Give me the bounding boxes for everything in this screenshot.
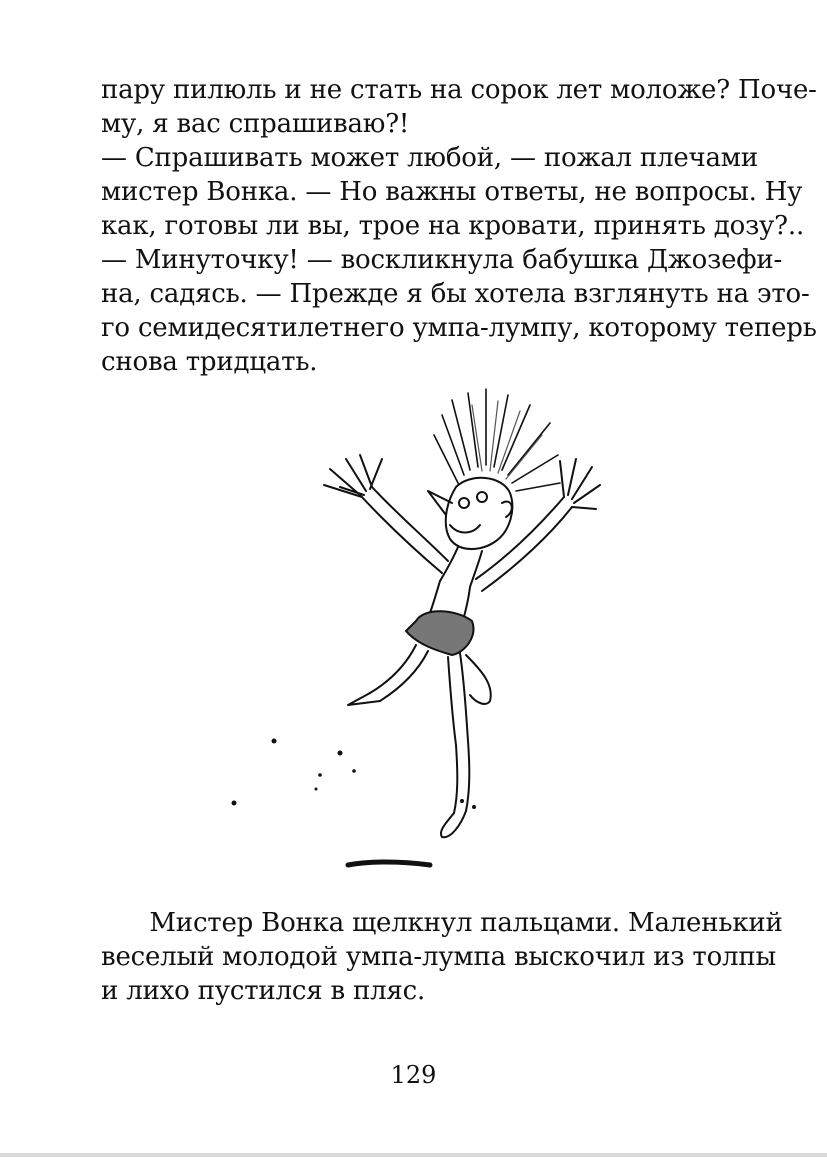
text-line: на, садясь. — Прежде я бы хотела взглянуть на это- — [101, 279, 810, 309]
page-number: 129 — [390, 1061, 437, 1089]
text-line: Мистер Вонка щелкнул пальцами. Маленький — [101, 908, 783, 938]
text-line: го семидесятилетнего умпа-лумпу, которому теперь — [101, 313, 817, 343]
dancing-oompa-loompa-illustration — [220, 375, 620, 895]
text-line: снова тридцать. — [101, 347, 318, 377]
page-edge-divider — [0, 1153, 827, 1157]
top-paragraphs — [101, 74, 817, 377]
text-line: и лихо пустился в пляс. — [101, 976, 426, 1006]
text-line: веселый молодой умпа-лумпа выскочил из толпы — [101, 942, 776, 972]
bottom-paragraph — [101, 907, 783, 1017]
text-line: — Минуточку! — воскликнула бабушка Джозефи- — [101, 245, 783, 275]
text-line: как, готовы ли вы, трое на кровати, принять дозу?.. — [101, 211, 805, 241]
text-line: му, я вас спрашиваю?! — [101, 109, 410, 139]
text-line: пару пилюль и не стать на сорок лет моложе? Поче- — [101, 75, 817, 105]
text-line: — Спрашивать может любой, — пожал плечами — [101, 143, 758, 173]
text-line: мистер Вонка. — Но важны ответы, не вопросы. Ну — [101, 177, 803, 207]
